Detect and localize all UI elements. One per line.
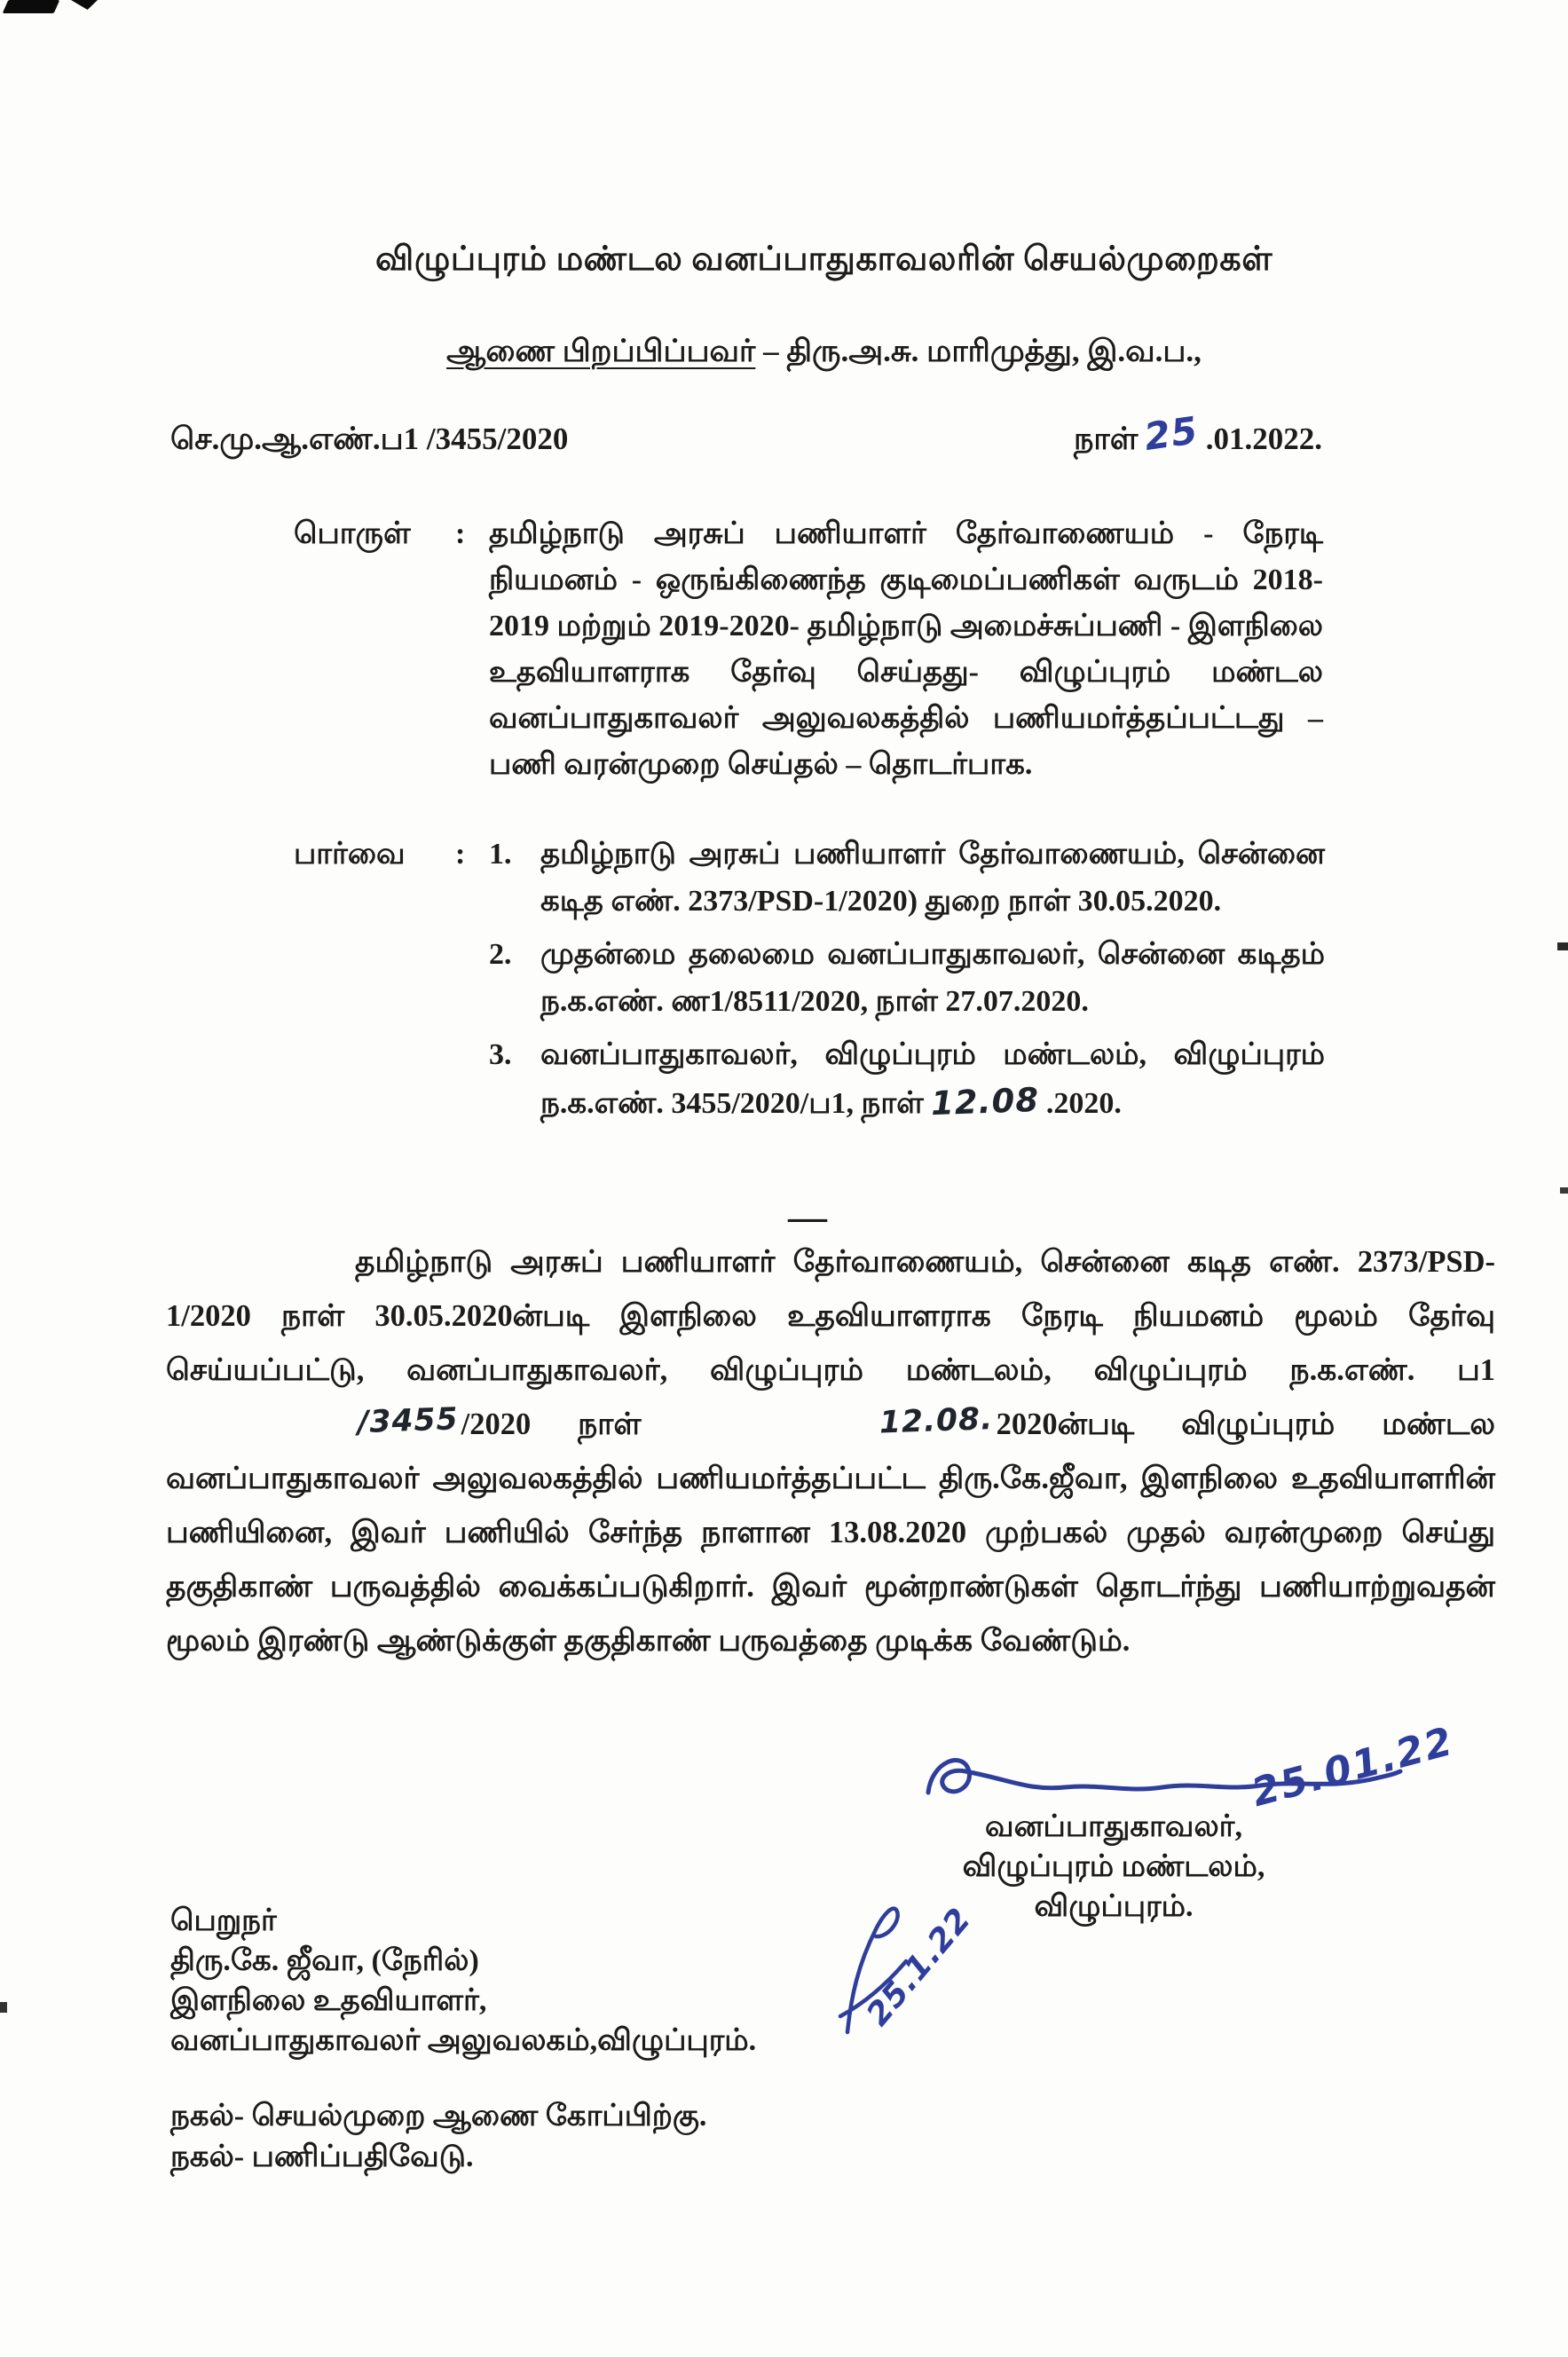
references-section (294, 831, 1325, 1133)
scan-artifact (1557, 942, 1568, 950)
document-title: விழுப்புரம் மண்டல வனப்பாதுகாவலரின் செயல்முறைகள் (374, 240, 1273, 278)
reference-text: முதன்மை தலைமை வனப்பாதுகாவலர், சென்னை கடிதம் ந.க.எண். ண1/8511/2020, நாள் 27.07.2020. (540, 938, 1325, 1018)
handwritten-date: 12.08. (879, 1401, 995, 1441)
issuer-name: – திரு.அ.சு. மாரிமுத்து, இ.வ.ப., (755, 334, 1202, 368)
subject-label: பொருள் (294, 517, 411, 550)
reference-text-after: .2020. (1045, 1087, 1122, 1120)
recipient-designation: இளநிலை உதவியாளர், (170, 1984, 487, 2017)
reference-text (540, 1031, 1325, 1127)
references-colon: : (455, 838, 466, 871)
reference-date-row (170, 408, 1322, 461)
references-label: பார்வை (294, 838, 406, 871)
section-divider: — (788, 1195, 825, 1239)
recipient-label: பெறுநர் (170, 1904, 277, 1937)
signature-date: 25.01.22 (1247, 1718, 1459, 1817)
subject-text: தமிழ்நாடு அரசுப் பணியாளர் தேர்வாணையம் - நேரடி நியமனம் - ஒருங்கிணைந்த குடிமைப்பணிகள் வருடம் 2018-2019 மற்றும் 2019-2020- தமிழ்நாடு அமைச்சுப்பணி - இளநிலை உதவியாளராக தேர்வு செய்தது- விழுப்புரம் மண்டல வனப்பாதுகாவலர் அலுவலகத்தில் பணியமர்த்தப்பட்டது – பணி வரன்முறை செய்தல் – தொடர்பாக. (489, 517, 1323, 781)
issuer-label: ஆணை பிறப்பிப்பவர் (446, 334, 756, 368)
scan-artifact (1560, 1187, 1568, 1194)
issuer-line (80, 334, 1568, 373)
reference-item (489, 1031, 1325, 1127)
scan-artifact (3, 0, 60, 13)
proceedings-number: செ.மு.ஆ.எண்.ப1 /3455/2020 (170, 422, 569, 456)
reference-number: 3. (489, 1038, 512, 1071)
reference-item (489, 931, 1325, 1025)
handwritten-ref-date: 12.08 (930, 1080, 1040, 1123)
reference-text: தமிழ்நாடு அரசுப் பணியாளர் தேர்வாணையம், சென்னை கடித எண். 2373/PSD-1/2020) துறை நாள் 30.05.2020. (540, 838, 1325, 918)
reference-text-before: வனப்பாதுகாவலர், விழுப்புரம் மண்டலம், விழுப்புரம் ந.க.எண். 3455/2020/ப1, நாள் (540, 1038, 1325, 1120)
handwritten-file-number: /3455 (357, 1401, 460, 1441)
scan-artifact (0, 2002, 7, 2013)
copy-line: நகல்- செயல்முறை ஆணை கோப்பிற்கு. (170, 2100, 707, 2132)
handwritten-day: 25 (1141, 408, 1202, 459)
order-body (166, 1235, 1495, 1668)
reference-number: 2. (489, 938, 512, 971)
recipient-office: வனப்பாதுகாவலர் அலுவலகம்,விழுப்புரம். (170, 2024, 757, 2057)
recipient-name: திரு.கே. ஜீவா, (நேரில்) (170, 1944, 479, 1977)
date-rest: .01.2022. (1205, 422, 1322, 456)
date-line (1073, 408, 1322, 461)
reference-number: 1. (489, 838, 512, 871)
reference-list (489, 831, 1325, 1133)
body-text: 2020ன்படி விழுப்புரம் மண்டல வனப்பாதுகாவலர் அலுவலகத்தில் பணியமர்த்தப்பட்ட திரு.கே.ஜீவா, இளநிலை உதவியாளரின் பணியினை, இவர் பணியில் சேர்ந்த நாளான 13.08.2020 முற்பகல் முதல் வரன்முறை செய்து தகுதிகாண் பருவத்தில் வைக்கப்படுகிறார். இவர் மூன்றாண்டுகள் தொடர்ந்து பணியாற்றுவதன் மூலம் இரண்டு ஆண்டுக்குள் தகுதிகாண் பருவத்தை முடிக்க வேண்டும். (166, 1407, 1495, 1658)
date-label: நாள் (1073, 422, 1139, 456)
initials-date: 25.1.22 (859, 1901, 979, 2033)
copy-line: நகல்- பணிப்பதிவேடு. (170, 2140, 474, 2173)
copy-list (170, 2096, 706, 2178)
subject-section (294, 511, 1323, 788)
signatory-place: விழுப்புரம். (1034, 1890, 1194, 1923)
signatory-designation: வனப்பாதுகாவலர், (985, 1810, 1242, 1843)
subject-colon: : (455, 517, 466, 550)
body-text: தமிழ்நாடு அரசுப் பணியாளர் தேர்வாணையம், சென்னை கடித எண். 2373/PSD-1/2020 நாள் 30.05.2020ன்படி இளநிலை உதவியாளராக நேரடி நியமனம் மூலம் தேர்வு செய்யப்பட்டு, வனப்பாதுகாவலர், விழுப்புரம் மண்டலம், விழுப்புரம் ந.க.எண். ப1 (166, 1245, 1495, 1387)
body-text: /2020 நாள் (461, 1407, 689, 1441)
recipient-block (170, 1901, 756, 2061)
signatory-division: விழுப்புரம் மண்டலம், (962, 1850, 1265, 1883)
reference-item (489, 831, 1325, 925)
scan-artifact (71, 0, 98, 10)
